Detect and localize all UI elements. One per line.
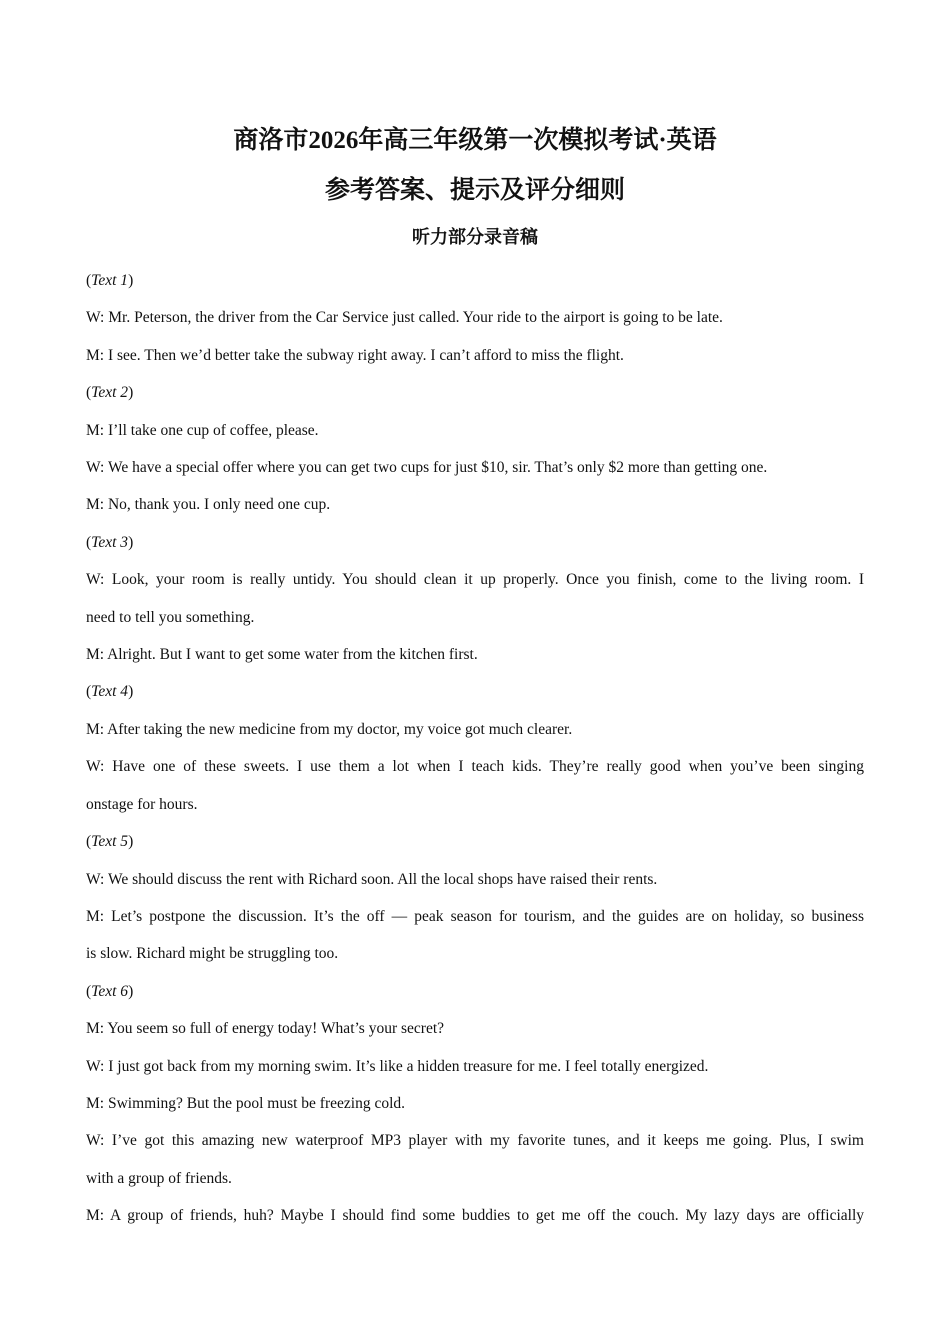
dialogue-line-continued: with a group of friends.: [86, 1169, 232, 1187]
dialogue-line-continued: onstage for hours.: [86, 795, 198, 813]
text-label-6: (Text 6): [86, 982, 134, 1000]
text-label-4: (Text 4): [86, 683, 134, 701]
dialogue-line-continued: need to tell you something.: [86, 608, 255, 626]
dialogue-line: W: We have a special offer where you can get two cups for just $10, sir. That’s only $2 more than getting one.: [86, 459, 768, 477]
text-label-2: (Text 2): [86, 384, 134, 402]
dialogue-line: W: I’ve got this amazing new waterproof MP3 player with my favorite tunes, and it keeps me going. Plus, I swim: [86, 1132, 864, 1150]
dialogue-line: M: I’ll take one cup of coffee, please.: [86, 421, 319, 439]
dialogue-line: W: Look, your room is really untidy. You should clean it up properly. Once you finish, come to the living room. I: [86, 571, 864, 589]
dialogue-line: M: Let’s postpone the discussion. It’s the off — peak season for tourism, and the guides are on holiday, so business: [86, 907, 864, 925]
dialogue-line: M: You seem so full of energy today! What’s your secret?: [86, 1020, 445, 1038]
dialogue-line: W: Mr. Peterson, the driver from the Car Service just called. Your ride to the airport is going to be late.: [86, 309, 723, 327]
dialogue-line-continued: is slow. Richard might be struggling too.: [86, 945, 339, 963]
dialogue-line: M: Alright. But I want to get some water from the kitchen first.: [86, 646, 478, 664]
dialogue-line: W: Have one of these sweets. I use them a lot when I teach kids. They’re really good when you’ve been singing: [86, 758, 864, 776]
dialogue-line: M: I see. Then we’d better take the subway right away. I can’t afford to miss the flight.: [86, 346, 624, 364]
text-label-1: (Text 1): [86, 272, 134, 289]
dialogue-line: M: After taking the new medicine from my doctor, my voice got much clearer.: [86, 720, 573, 738]
dialogue-line: W: We should discuss the rent with Richard soon. All the local shops have raised their rents.: [86, 870, 658, 888]
page-subtitle: 参考答案、提示及评分细则: [324, 177, 625, 204]
text-label-3: (Text 3): [86, 533, 134, 551]
dialogue-line: W: I just got back from my morning swim. It’s like a hidden treasure for me. I feel totally energized.: [86, 1057, 709, 1075]
dialogue-line: M: A group of friends, huh? Maybe I should find some buddies to get me off the couch. My lazy days are officially: [86, 1207, 864, 1225]
section-heading: 听力部分录音稿: [412, 227, 538, 247]
dialogue-line: M: No, thank you. I only need one cup.: [86, 496, 331, 514]
text-label-5: (Text 5): [86, 833, 134, 851]
transcript: [86, 262, 864, 1235]
dialogue-line: M: Swimming? But the pool must be freezing cold.: [86, 1094, 405, 1112]
page-title: 商洛市2026年高三年级第一次模拟考试·英语: [233, 127, 717, 154]
